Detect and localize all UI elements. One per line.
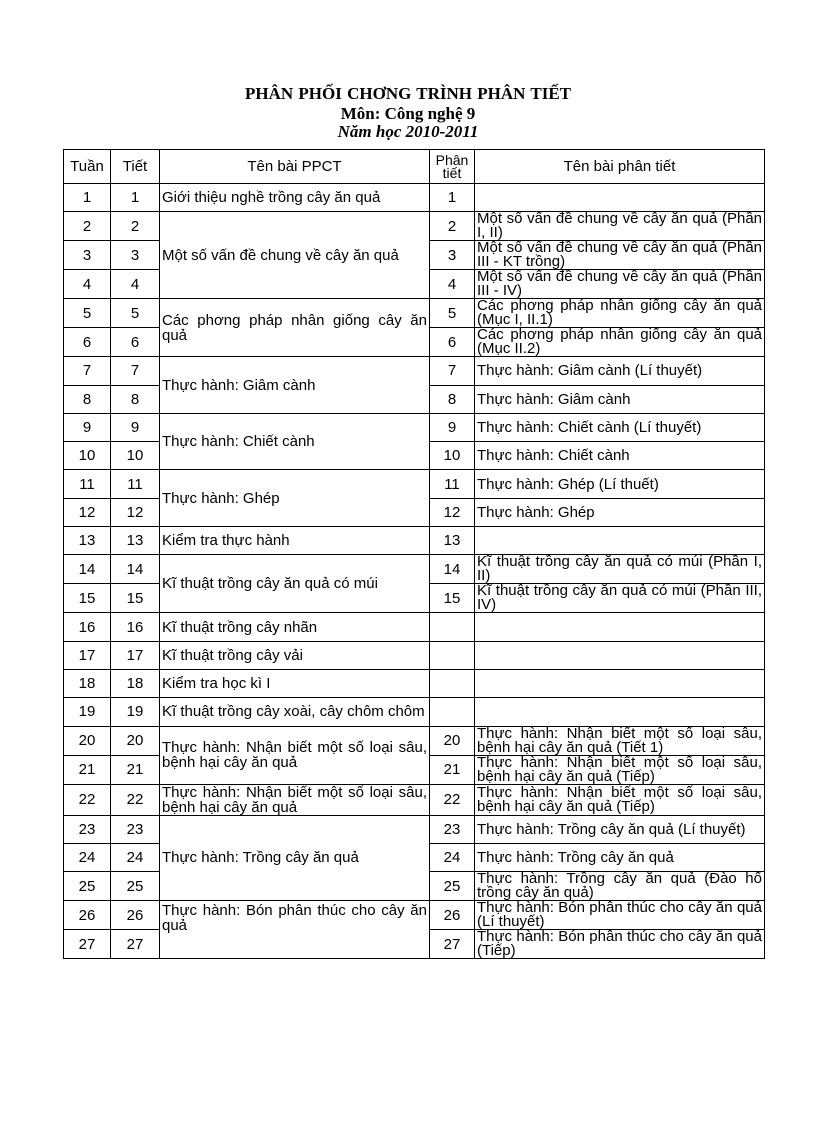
cell-phan-tiet: 12 — [430, 498, 475, 526]
cell-tuan: 23 — [64, 815, 111, 843]
cell-ten-bai-phan-tiet: Thực hành: Trồng cây ăn quả (Lí thuyết) — [475, 815, 765, 843]
cell-ten-bai-phan-tiet: Kĩ thuật trồng cây ăn quả có múi (Phần I, II) — [475, 555, 765, 584]
cell-tiet: 9 — [111, 413, 160, 441]
cell-tuan: 26 — [64, 901, 111, 930]
cell-tuan: 14 — [64, 555, 111, 584]
cell-tiet: 13 — [111, 527, 160, 555]
cell-ten-bai: Thực hành: Bón phân thúc cho cây ăn quả — [160, 901, 430, 959]
cell-ten-bai: Kĩ thuật trồng cây xoài, cây chôm chôm — [160, 698, 430, 726]
table-row — [64, 613, 765, 641]
col-header-ten-bai: Tên bài PPCT — [160, 150, 430, 184]
cell-tuan: 20 — [64, 726, 111, 755]
cell-phan-tiet — [430, 698, 475, 726]
cell-tuan: 21 — [64, 755, 111, 784]
cell-phan-tiet: 24 — [430, 843, 475, 871]
cell-ten-bai-phan-tiet — [475, 527, 765, 555]
cell-tuan: 6 — [64, 328, 111, 357]
cell-tuan: 17 — [64, 641, 111, 669]
cell-ten-bai: Thực hành: Nhận biết một số loại sâu, bệnh hại cây ăn quả — [160, 726, 430, 784]
cell-ten-bai-phan-tiet: Thực hành: Bón phân thúc cho cây ăn quả (Tiếp) — [475, 930, 765, 959]
cell-ten-bai-phan-tiet: Thực hành: Nhận biết một số loại sâu, bệnh hại cây ăn quả (Tiết 1) — [475, 726, 765, 755]
cell-ten-bai: Thực hành: Trồng cây ăn quả — [160, 815, 430, 901]
table-row — [64, 555, 765, 584]
col-header-phan-tiet: Phân tiết — [430, 150, 475, 184]
cell-tiet: 22 — [111, 784, 160, 815]
cell-ten-bai-phan-tiet: Một số vấn đề chung về cây ăn quả (Phần I, II) — [475, 212, 765, 241]
cell-tuan: 12 — [64, 498, 111, 526]
cell-tiet: 25 — [111, 872, 160, 901]
cell-tiet: 10 — [111, 442, 160, 470]
cell-phan-tiet: 9 — [430, 413, 475, 441]
cell-ten-bai: Thực hành: Giâm cành — [160, 357, 430, 414]
cell-tiet: 6 — [111, 328, 160, 357]
cell-tuan: 16 — [64, 613, 111, 641]
cell-tuan: 24 — [64, 843, 111, 871]
document-title: PHÂN PHỐI CHƠNG TRÌNH PHÂN TIẾT — [245, 84, 571, 103]
cell-ten-bai-phan-tiet: Thực hành: Trồng cây ăn quả (Đào hố trồng cây ăn quả) — [475, 872, 765, 901]
cell-tuan: 1 — [64, 184, 111, 212]
cell-tuan: 15 — [64, 584, 111, 613]
cell-phan-tiet: 21 — [430, 755, 475, 784]
cell-ten-bai: Thực hành: Ghép — [160, 470, 430, 527]
cell-tiet: 20 — [111, 726, 160, 755]
cell-phan-tiet: 7 — [430, 357, 475, 385]
cell-tiet: 12 — [111, 498, 160, 526]
table-row — [64, 669, 765, 697]
cell-ten-bai: Một số vấn đề chung về cây ăn quả — [160, 212, 430, 299]
cell-ten-bai: Kĩ thuật trồng cây vải — [160, 641, 430, 669]
schedule-table — [63, 149, 765, 959]
cell-tuan: 9 — [64, 413, 111, 441]
table-row — [64, 641, 765, 669]
table-header-row — [64, 150, 765, 184]
cell-tiet: 14 — [111, 555, 160, 584]
cell-tiet: 19 — [111, 698, 160, 726]
cell-ten-bai-phan-tiet: Một số vấn đề chung về cây ăn quả (Phần III - IV) — [475, 270, 765, 299]
table-row — [64, 470, 765, 498]
cell-tuan: 19 — [64, 698, 111, 726]
cell-tuan: 8 — [64, 385, 111, 413]
cell-ten-bai-phan-tiet: Thực hành: Trồng cây ăn quả — [475, 843, 765, 871]
cell-ten-bai-phan-tiet: Thực hành: Chiết cành (Lí thuyết) — [475, 413, 765, 441]
cell-ten-bai: Kĩ thuật trồng cây nhãn — [160, 613, 430, 641]
cell-tiet: 11 — [111, 470, 160, 498]
cell-tiet: 4 — [111, 270, 160, 299]
cell-ten-bai-phan-tiet: Thực hành: Chiết cành — [475, 442, 765, 470]
cell-tiet: 23 — [111, 815, 160, 843]
cell-phan-tiet: 6 — [430, 328, 475, 357]
cell-tuan: 11 — [64, 470, 111, 498]
cell-ten-bai-phan-tiet: Kĩ thuật trồng cây ăn quả có múi (Phần III, IV) — [475, 584, 765, 613]
cell-tiet: 3 — [111, 241, 160, 270]
cell-ten-bai-phan-tiet — [475, 184, 765, 212]
cell-ten-bai: Kiểm tra học kì I — [160, 669, 430, 697]
table-row — [64, 815, 765, 843]
cell-phan-tiet: 10 — [430, 442, 475, 470]
table-row — [64, 413, 765, 441]
col-header-tiet: Tiết — [111, 150, 160, 184]
cell-ten-bai-phan-tiet: Thực hành: Nhận biết một số loại sâu, bệnh hại cây ăn quả (Tiếp) — [475, 784, 765, 815]
cell-ten-bai: Thực hành: Nhận biết một số loại sâu, bệnh hại cây ăn quả — [160, 784, 430, 815]
cell-tiet: 21 — [111, 755, 160, 784]
cell-ten-bai: Giới thiệu nghề trồng cây ăn quả — [160, 184, 430, 212]
cell-ten-bai: Các phơng pháp nhân giống cây ăn quả — [160, 299, 430, 357]
cell-tuan: 5 — [64, 299, 111, 328]
cell-phan-tiet — [430, 613, 475, 641]
cell-phan-tiet — [430, 669, 475, 697]
cell-phan-tiet: 27 — [430, 930, 475, 959]
table-row — [64, 784, 765, 815]
school-year: Năm học 2010-2011 — [337, 122, 479, 141]
cell-tuan: 27 — [64, 930, 111, 959]
cell-phan-tiet — [430, 641, 475, 669]
cell-phan-tiet: 15 — [430, 584, 475, 613]
cell-ten-bai-phan-tiet — [475, 698, 765, 726]
cell-tuan: 25 — [64, 872, 111, 901]
cell-phan-tiet: 3 — [430, 241, 475, 270]
cell-ten-bai-phan-tiet: Các phơng pháp nhân giống cây ăn quả (Mục II.2) — [475, 328, 765, 357]
cell-ten-bai-phan-tiet: Thực hành: Giâm cành (Lí thuyết) — [475, 357, 765, 385]
cell-tuan: 10 — [64, 442, 111, 470]
cell-ten-bai: Kĩ thuật trồng cây ăn quả có múi — [160, 555, 430, 613]
cell-tuan: 13 — [64, 527, 111, 555]
cell-phan-tiet: 2 — [430, 212, 475, 241]
cell-phan-tiet: 22 — [430, 784, 475, 815]
cell-ten-bai-phan-tiet: Thực hành: Giâm cành — [475, 385, 765, 413]
cell-ten-bai: Thực hành: Chiết cành — [160, 413, 430, 470]
cell-tiet: 2 — [111, 212, 160, 241]
cell-phan-tiet: 8 — [430, 385, 475, 413]
cell-phan-tiet: 11 — [430, 470, 475, 498]
table-row — [64, 357, 765, 385]
cell-ten-bai-phan-tiet: Thực hành: Ghép (Lí thuết) — [475, 470, 765, 498]
cell-phan-tiet: 26 — [430, 901, 475, 930]
cell-phan-tiet: 20 — [430, 726, 475, 755]
cell-tiet: 7 — [111, 357, 160, 385]
cell-tuan: 7 — [64, 357, 111, 385]
subject-title: Môn: Công nghệ 9 — [340, 104, 476, 123]
table-row — [64, 901, 765, 930]
cell-ten-bai-phan-tiet: Thực hành: Nhận biết một số loại sâu, bệnh hại cây ăn quả (Tiếp) — [475, 755, 765, 784]
cell-tiet: 5 — [111, 299, 160, 328]
col-header-ten-bai-phan-tiet: Tên bài phân tiết — [475, 150, 765, 184]
cell-tiet: 16 — [111, 613, 160, 641]
cell-tiet: 17 — [111, 641, 160, 669]
cell-ten-bai-phan-tiet: Thực hành: Ghép — [475, 498, 765, 526]
cell-phan-tiet: 14 — [430, 555, 475, 584]
cell-tuan: 18 — [64, 669, 111, 697]
cell-tiet: 26 — [111, 901, 160, 930]
cell-ten-bai-phan-tiet — [475, 613, 765, 641]
table-row — [64, 527, 765, 555]
cell-tuan: 3 — [64, 241, 111, 270]
cell-ten-bai-phan-tiet: Một số vấn đề chung về cây ăn quả (Phần III - KT trồng) — [475, 241, 765, 270]
cell-phan-tiet: 25 — [430, 872, 475, 901]
cell-ten-bai-phan-tiet — [475, 641, 765, 669]
cell-ten-bai-phan-tiet: Các phơng pháp nhân giống cây ăn quả (Mục I, II.1) — [475, 299, 765, 328]
cell-ten-bai-phan-tiet: Thực hành: Bón phân thúc cho cây ăn quả (Lí thuyết) — [475, 901, 765, 930]
cell-tiet: 24 — [111, 843, 160, 871]
table-row — [64, 698, 765, 726]
table-row — [64, 299, 765, 328]
cell-tiet: 1 — [111, 184, 160, 212]
cell-phan-tiet: 13 — [430, 527, 475, 555]
table-row — [64, 184, 765, 212]
cell-ten-bai-phan-tiet — [475, 669, 765, 697]
cell-tiet: 18 — [111, 669, 160, 697]
col-header-tuan: Tuần — [64, 150, 111, 184]
cell-phan-tiet: 4 — [430, 270, 475, 299]
cell-phan-tiet: 5 — [430, 299, 475, 328]
cell-ten-bai: Kiểm tra thực hành — [160, 527, 430, 555]
cell-tiet: 8 — [111, 385, 160, 413]
cell-phan-tiet: 1 — [430, 184, 475, 212]
cell-tiet: 15 — [111, 584, 160, 613]
cell-tuan: 22 — [64, 784, 111, 815]
cell-tuan: 2 — [64, 212, 111, 241]
cell-tiet: 27 — [111, 930, 160, 959]
cell-phan-tiet: 23 — [430, 815, 475, 843]
table-row — [64, 212, 765, 241]
cell-tuan: 4 — [64, 270, 111, 299]
table-row — [64, 726, 765, 755]
